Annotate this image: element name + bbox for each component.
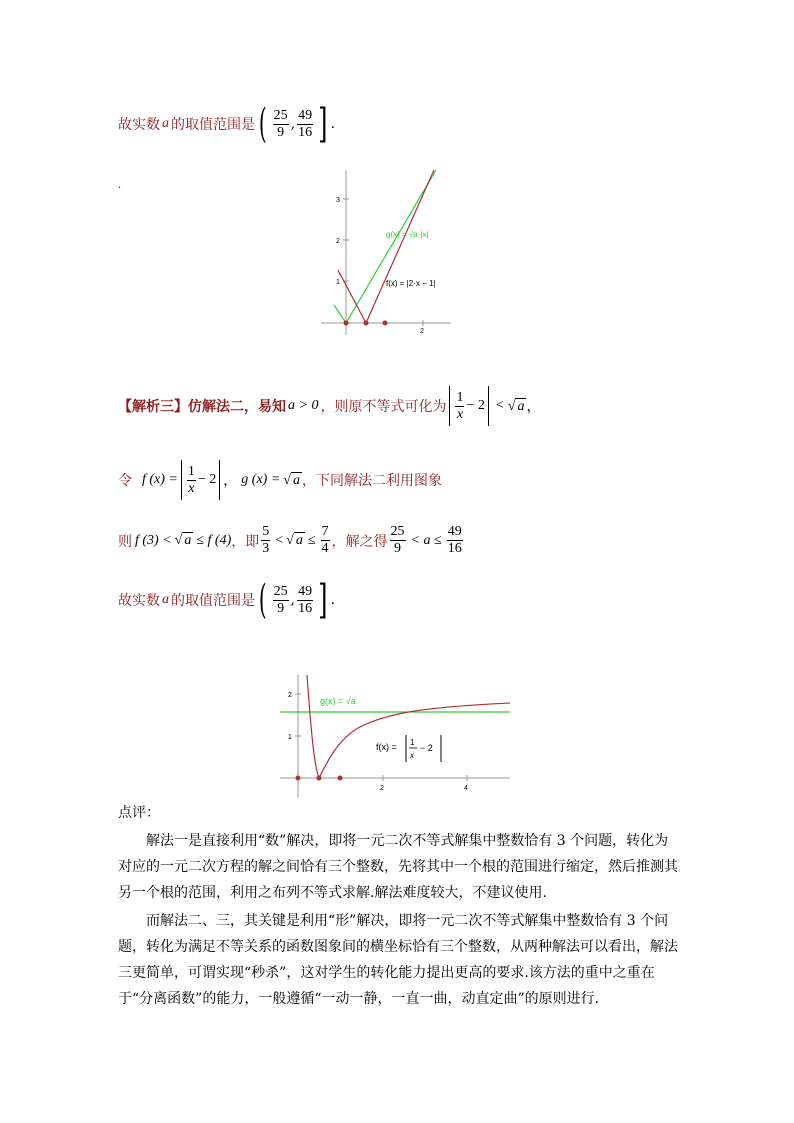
f-num: 1: [410, 738, 415, 747]
comment-title: 点评：: [118, 805, 160, 821]
g-line: [334, 170, 436, 323]
y-tick-2: 2: [336, 238, 340, 245]
solve-line: 则 f (3) < √ a ≤ f (4) ，即 $\frac{5}{3}$ < √ a ≤ $\frac{7}{4}$ ，解之得 $\frac{25}{9}$ < a ≤ $\frac{49}{16}$: [118, 524, 462, 556]
period: .: [330, 116, 336, 132]
jie: ，解之得: [331, 533, 388, 550]
g-label-2: g(x) = √a: [320, 696, 356, 706]
f-post: − 2: [420, 743, 433, 753]
analysis-tag: 【解析三】: [118, 399, 188, 415]
comma: ，: [526, 399, 541, 415]
y-tick-3: 3: [336, 197, 340, 204]
minus-two: − 2: [466, 398, 485, 413]
f-label-2: f(x) =: [376, 742, 397, 752]
conclusion-line-2: 故实数 a 的取值范围是 ( $\frac{25}{9}$ , $\frac{49}{16}$ ] .: [118, 577, 336, 623]
define-functions-line: [118, 460, 442, 500]
y-tick-1b: 1: [288, 734, 292, 741]
point-vertex: [364, 321, 369, 326]
f-curve: [307, 675, 510, 778]
frac-25-9: $\frac{25}{9}$: [390, 524, 405, 556]
conclusion-line-1: 故实数 a 的取值范围是 ( $\frac{25}{9}$ , $\frac{49}{16}$ ] .: [118, 101, 336, 147]
point-origin: [344, 321, 349, 326]
ling: 令: [118, 473, 132, 489]
g-label: g(x) = √a·|x|: [386, 230, 429, 239]
fraction-lower-2: $\frac{25}{9}$: [273, 583, 288, 616]
same-as-method-two: ，下同解法二利用图象: [301, 473, 442, 489]
condition: a > 0: [288, 398, 319, 413]
point-intersect: [383, 321, 388, 326]
graph-1: [316, 165, 456, 340]
x-tick-4b: 4: [464, 785, 468, 792]
frac-5-3: $\frac{5}{3}$: [262, 524, 270, 556]
y-tick-1: 1: [336, 279, 340, 286]
f-def: f (x) =: [142, 472, 178, 487]
ze: 则: [118, 533, 132, 550]
f-label: f(x) = |2·x − 1|: [386, 279, 436, 288]
ineq-2: ≤ f (4): [196, 532, 232, 548]
graph-2: [278, 670, 514, 802]
conclusion-text: 故实数: [118, 117, 160, 133]
right-bracket: ]: [318, 101, 328, 147]
fraction-upper-2: $\frac{49}{16}$: [298, 583, 313, 616]
lt-sign: <: [495, 398, 504, 413]
frac-7-4: $\frac{7}{4}$: [321, 524, 329, 556]
sqrt-a-4: √ a: [286, 533, 303, 548]
minus-two-2: − 2: [197, 472, 217, 487]
dot-mark: .: [118, 180, 122, 191]
point-vertex-2: [317, 776, 322, 781]
ineq-1: f (3) <: [135, 532, 172, 548]
conclusion-text-2: 的取值范围是: [171, 117, 255, 133]
point-intersect-2: [338, 776, 343, 781]
analysis-text: ，则原不等式可化为: [320, 399, 447, 415]
frac-49-16: $\frac{49}{16}$: [447, 524, 462, 556]
fraction-lower: $\frac{25}{9}$: [273, 107, 288, 140]
fraction-1-x-2: $\frac{1}{x}$: [187, 463, 195, 496]
ji: ，即: [231, 533, 260, 550]
x-tick-2: 2: [420, 328, 424, 335]
sqrt-a-3: √ a: [174, 533, 192, 548]
f-den: x: [410, 751, 414, 760]
fraction-1-x: $\frac{1}{x}$: [456, 389, 464, 422]
comment-para-1: 解法一是直接利用“数”解决，即将一元二次不等式解集中整数恰有 3 个问题，转化为对应的一元二次方程的解之间恰有三个整数，先将其中一个根的范围进行缩定，然后推测其另一个根的范围，利用之布列不等式求解.解法难度较大，不建议使用.: [118, 833, 678, 901]
sqrt-a-2: √ a: [283, 472, 300, 488]
analysis-intro: 仿解法二，易知: [188, 399, 286, 415]
sep: ，: [223, 473, 238, 489]
var-a: a: [162, 116, 169, 131]
g-def: g (x) =: [241, 472, 281, 487]
comment-para-2: 而解法二、三，其关键是利用“形”解决，即将一元二次不等式解集中整数恰有 3 个问题，转化为满足不等关系的函数图象间的横坐标恰有三个整数，从两种解法可以看出，解法三更简单，可谓实现“秒杀”，这对学生的转化能力提出更高的要求.该方法的重中之重在于“分离函数”的能力，一般遵循“一动一静，一直一曲，动直定曲”的原则进行.: [118, 913, 678, 1007]
sqrt-a: √ a: [507, 398, 525, 414]
x-tick-2b: 2: [380, 785, 384, 792]
analysis-three-line: [118, 386, 540, 426]
fraction-upper: $\frac{49}{16}$: [298, 107, 313, 140]
point-origin-2: [296, 776, 301, 781]
f-line: [338, 170, 434, 323]
y-tick-2b: 2: [288, 692, 292, 699]
left-paren: (: [258, 101, 267, 147]
